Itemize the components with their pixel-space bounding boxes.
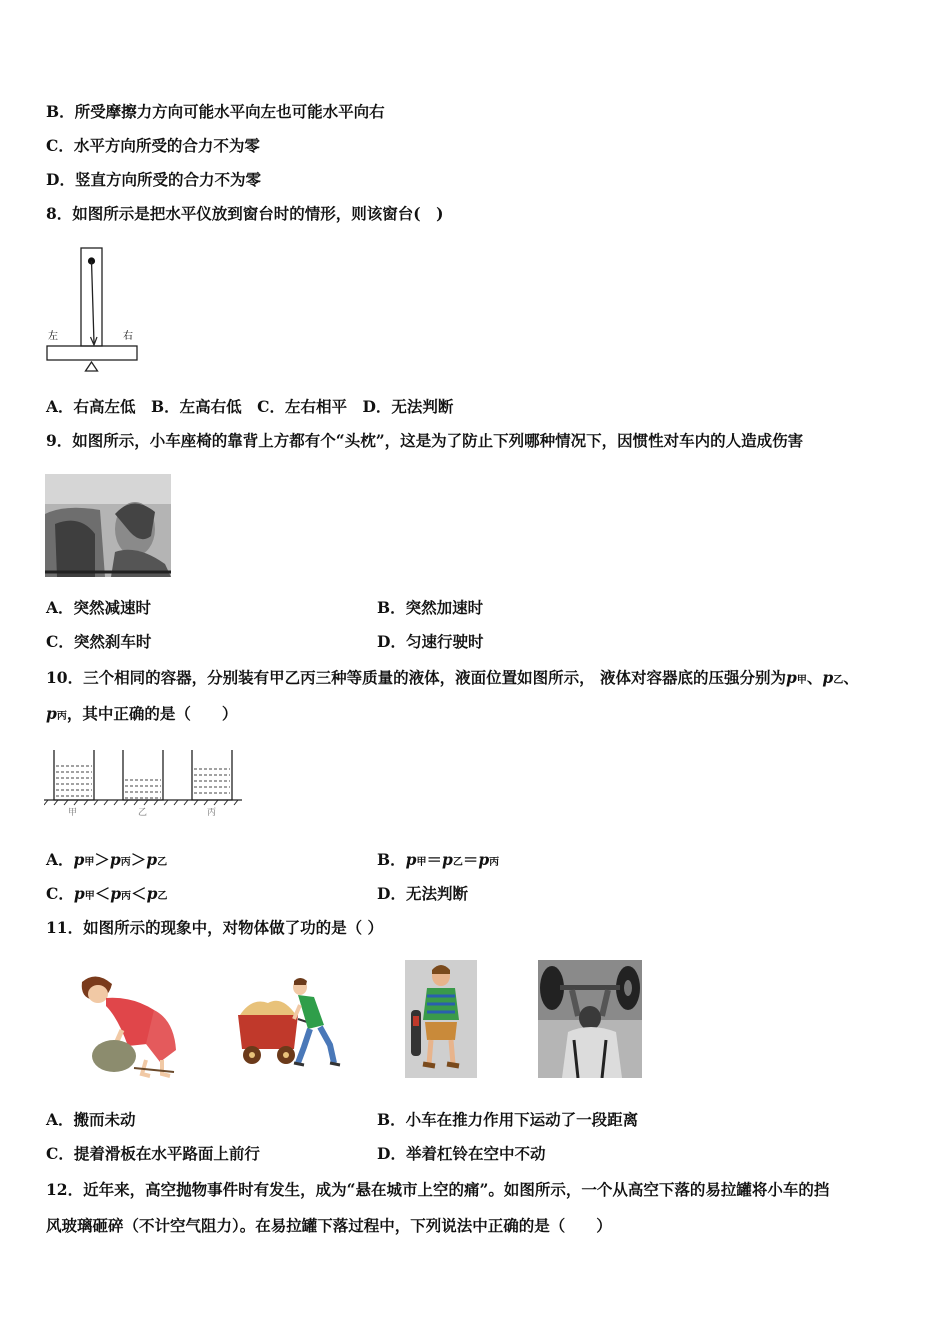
- q7-option-b: B．所受摩擦力方向可能水平向左也可能水平向右: [46, 102, 385, 121]
- q8-options: A．右高左低 B．左高右低 C．左右相平 D．无法判断: [46, 397, 454, 416]
- q11-option-b: B．小车在推力作用下运动了一段距离: [377, 1110, 639, 1129]
- q9-option-d: D．匀速行驶时: [377, 632, 484, 651]
- q9-stem: 9．如图所示，小车座椅的靠背上方都有个“头枕”，这是为了防止下列哪种情况下，因惯性对车内的人造成伤害: [46, 431, 804, 450]
- figure-label-left: 左: [48, 331, 58, 342]
- q9-option-b: B．突然加速时: [377, 598, 484, 617]
- container-label-bing: 丙: [207, 808, 217, 818]
- q10-option-c: C．p甲＜p丙＜p乙: [46, 884, 168, 903]
- q11-option-c: C．提着滑板在水平路面上前行: [46, 1144, 260, 1163]
- q7-option-d: D．竖直方向所受的合力不为零: [46, 170, 261, 189]
- figure-label-right: 右: [123, 331, 133, 342]
- carrying-skateboard-figure: [405, 960, 477, 1078]
- lifting-rock-figure: [62, 970, 182, 1080]
- container-label-yi: 乙: [138, 808, 148, 818]
- q12-stem-line1: 12．近年来，高空抛物事件时有发生，成为“悬在城市上空的痛”。如图所示，一个从高空下落的易拉罐将小车的挡: [46, 1180, 830, 1199]
- q7-option-c: C．水平方向所受的合力不为零: [46, 136, 260, 155]
- q10-option-a: A．p甲＞p丙＞p乙: [46, 850, 168, 869]
- q10-option-b: B．p甲＝p乙＝p丙: [377, 850, 500, 869]
- weightlifter-figure: [538, 960, 642, 1078]
- q11-option-d: D．举着杠铃在空中不动: [377, 1144, 546, 1163]
- q11-option-a: A．搬而未动: [46, 1110, 136, 1129]
- spirit-level-figure: [44, 246, 144, 376]
- q10-stem-text: 10．三个相同的容器，分别装有甲乙丙三种等质量的液体，液面位置如图所示， 液体对容器底的压强分别为: [46, 668, 786, 687]
- q11-stem: 11．如图所示的现象中，对物体做了功的是（ ）: [46, 918, 383, 937]
- three-containers-figure: [44, 748, 244, 818]
- q10-stem-line2: p丙，其中正确的是（ ）: [46, 704, 238, 723]
- q10-option-d: D．无法判断: [377, 884, 468, 903]
- q10-stem-line1: 10．三个相同的容器，分别装有甲乙丙三种等质量的液体，液面位置如图所示， 液体对容器底的压强分别为p甲、p乙、: [46, 668, 859, 687]
- q8-stem: 8．如图所示是把水平仪放到窗台时的情形，则该窗台( ): [46, 204, 444, 223]
- container-label-jia: 甲: [68, 808, 78, 818]
- q12-stem-line2: 风玻璃砸碎（不计空气阻力）。在易拉罐下落过程中，下列说法中正确的是（ ）: [46, 1216, 612, 1235]
- q9-option-a: A．突然减速时: [46, 598, 152, 617]
- headrest-photo: [45, 474, 171, 577]
- q9-option-c: C．突然刹车时: [46, 632, 152, 651]
- pushing-cart-figure: [232, 975, 344, 1070]
